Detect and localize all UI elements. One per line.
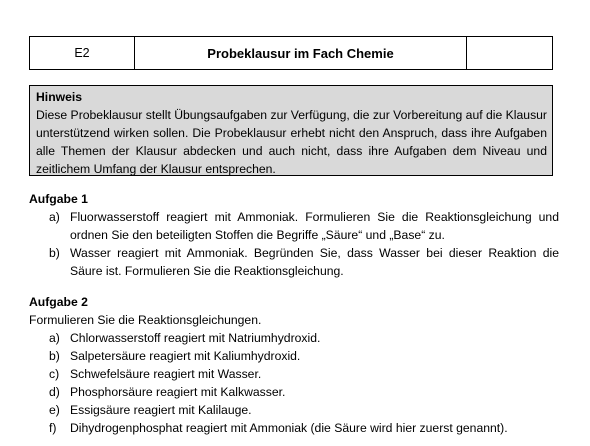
item-text: Schwefelsäure reagiert mit Wasser. <box>70 367 262 381</box>
item-text: Essigsäure reagiert mit Kalilauge. <box>70 403 252 417</box>
item-label: d) <box>49 385 60 399</box>
item-text: Phosphorsäure reagiert mit Kalkwasser. <box>70 385 286 399</box>
item-label: c) <box>49 367 60 381</box>
item-label: b) <box>49 349 60 363</box>
item-label: a) <box>49 210 60 224</box>
header-table <box>29 36 553 70</box>
header-empty-cell <box>467 37 552 69</box>
item-label: f) <box>49 421 57 435</box>
aufgabe-2 <box>29 293 559 437</box>
item-label: e) <box>49 403 60 417</box>
list-item <box>29 329 559 347</box>
list-item <box>29 244 559 280</box>
list-item <box>29 208 559 244</box>
course-code: E2 <box>30 37 135 69</box>
item-label: a) <box>49 331 60 345</box>
hinweis-title: Hinweis <box>36 90 83 104</box>
item-label: b) <box>49 246 60 260</box>
list-item <box>29 383 559 401</box>
hinweis-text: Diese Probeklausur stellt Übungsaufgaben zur Verfügung, die zur Vorbereitung auf die Klausur unterstützend wirken sollen. Die Probeklausur erhebt nicht den Anspruch, dass ihre Aufgaben alle Themen der Klausur abdecken und auch nicht, dass ihre Aufgaben dem Niveau und zeitlichem Umfang der Klausur entsprechen. <box>36 108 547 176</box>
list-item <box>29 401 559 419</box>
aufgabe-1-title: Aufgabe 1 <box>29 192 88 206</box>
item-text: Chlorwasserstoff reagiert mit Natriumhydroxid. <box>70 331 321 345</box>
item-text: Salpetersäure reagiert mit Kaliumhydroxid. <box>70 349 301 363</box>
item-text: Wasser reagiert mit Ammoniak. Begründen Sie, dass Wasser bei dieser Reaktion die Säure ist. Formulieren Sie die Reaktionsgleichung. <box>70 246 559 278</box>
aufgabe-2-intro: Formulieren Sie die Reaktionsgleichungen. <box>29 313 262 327</box>
item-text: Fluorwasserstoff reagiert mit Ammoniak. Formulieren Sie die Reaktionsgleichung und ordnen Sie den beteiligten Stoffen die Begriffe „Säure“ und „Base“ zu. <box>70 210 559 242</box>
list-item <box>29 347 559 365</box>
aufgabe-1 <box>29 190 559 280</box>
list-item <box>29 365 559 383</box>
aufgabe-2-title: Aufgabe 2 <box>29 295 88 309</box>
document-title: Probeklausur im Fach Chemie <box>135 37 467 69</box>
item-text: Dihydrogenphosphat reagiert mit Ammoniak (die Säure wird hier zuerst genannt). <box>70 421 508 435</box>
hinweis-box <box>29 85 553 176</box>
list-item <box>29 419 559 437</box>
